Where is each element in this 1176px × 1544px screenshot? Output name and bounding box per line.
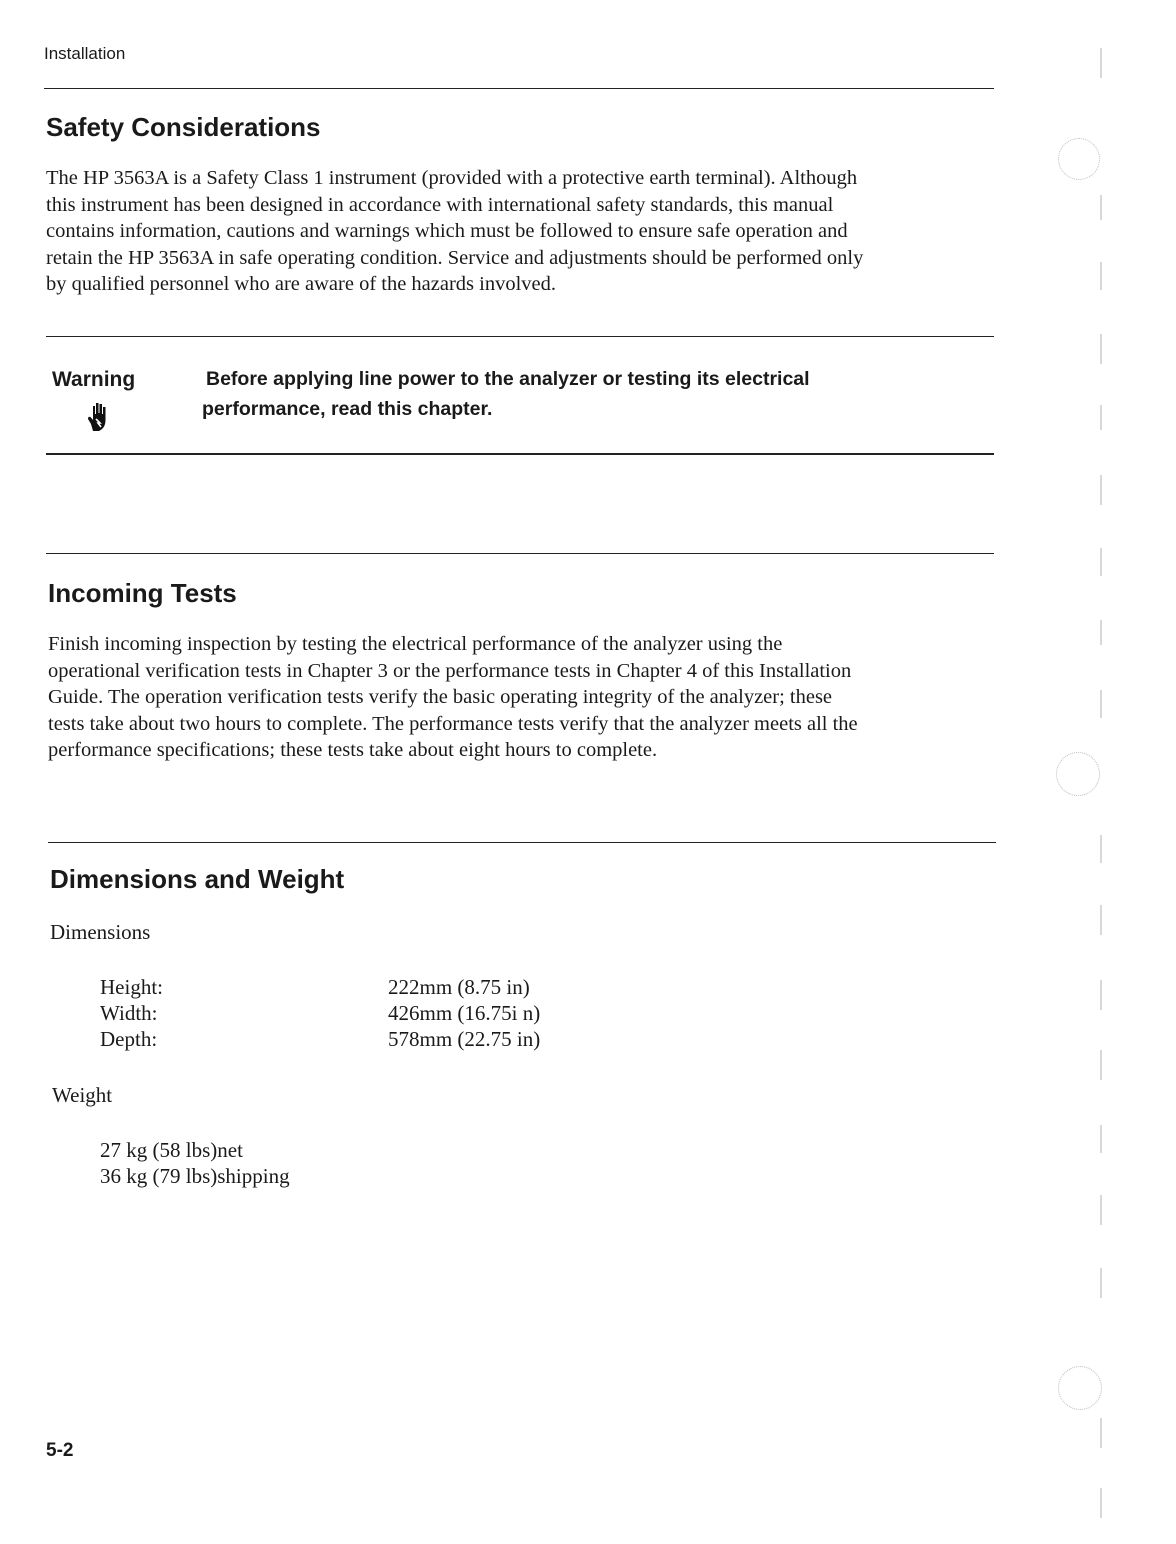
spec-label: Width: [100, 1001, 158, 1025]
edge-mark [1100, 835, 1102, 863]
edge-mark [1100, 1488, 1102, 1518]
edge-mark [1100, 1195, 1102, 1225]
header-rule [44, 88, 994, 89]
edge-mark [1100, 195, 1102, 220]
binder-hole [1058, 1366, 1102, 1410]
page-number: 5-2 [46, 1440, 74, 1461]
edge-mark [1100, 1050, 1102, 1080]
incoming-heading: Incoming Tests [48, 578, 237, 608]
paragraph-line: Finish incoming inspection by testing the electrical performance of the analyzer using the [48, 633, 783, 655]
warning-top-rule [46, 336, 994, 337]
warning-line: Before applying line power to the analyzer or testing its electrical [206, 368, 810, 390]
spec-value: 578mm (22.75 in) [388, 1027, 541, 1051]
weight-label: Weight [52, 1083, 113, 1107]
paragraph-line: Guide. The operation verification tests verify the basic operating integrity of the analyzer; these [48, 686, 833, 708]
spec-value-depth [388, 1027, 540, 1052]
edge-mark [1100, 262, 1102, 290]
paragraph-line: this instrument has been designed in accordance with international safety standards, this manual [46, 193, 834, 216]
edge-mark [1100, 1268, 1102, 1298]
warning-label: Warning [52, 368, 136, 391]
paragraph-line: tests take about two hours to complete. The performance tests verify that the analyzer meets all the [48, 712, 858, 735]
spec-label: Height: [100, 975, 163, 999]
edge-mark [1100, 620, 1102, 645]
edge-mark [1100, 48, 1102, 78]
edge-mark [1100, 690, 1102, 718]
weight-line: 36 kg (79 lbs)shipping [100, 1164, 290, 1188]
dimensions-heading: Dimensions and Weight [50, 864, 345, 894]
paragraph-line: retain the HP 3563A in safe operating condition. Service and adjustments should be performed only [46, 246, 864, 269]
spec-value-height [388, 975, 530, 1000]
spec-value: 222mm (8.75 in) [388, 975, 530, 999]
spec-row-width [100, 1001, 157, 1026]
incoming-paragraph [48, 631, 1008, 764]
paragraph-line: operational verification tests in Chapter 3 or the performance tests in Chapter 4 of this Installation [48, 659, 852, 682]
weight-list [100, 1137, 290, 1189]
incoming-rule [46, 553, 994, 554]
edge-mark [1100, 980, 1102, 1010]
spec-value-width [388, 1001, 540, 1026]
binder-hole [1056, 752, 1100, 796]
dimensions-label: Dimensions [50, 920, 151, 944]
paragraph-line: The HP 3563A is a Safety Class 1 instrument (provided with a protective earth terminal). Although [46, 167, 858, 189]
warning-line: performance, read this chapter. [202, 398, 493, 420]
edge-mark [1100, 334, 1102, 364]
edge-mark [1100, 405, 1102, 430]
weight-line: 27 kg (58 lbs)net [100, 1138, 243, 1162]
safety-paragraph [46, 165, 1006, 298]
dimensions-rule [48, 842, 996, 843]
edge-mark [1100, 905, 1102, 935]
edge-mark [1100, 1418, 1102, 1448]
section-label: Installation [44, 44, 126, 63]
hand-warning-icon [85, 400, 115, 434]
edge-mark [1100, 548, 1102, 576]
edge-mark [1100, 475, 1102, 505]
safety-heading: Safety Considerations [46, 112, 321, 142]
paragraph-line: contains information, cautions and warnings which must be followed to ensure safe operation and [46, 220, 848, 242]
warning-bottom-rule [46, 453, 994, 455]
paragraph-line: by qualified personnel who are aware of the hazards involved. [46, 273, 557, 295]
binder-hole [1058, 138, 1100, 180]
paragraph-line: performance specifications; these tests take about eight hours to complete. [48, 739, 658, 761]
warning-text [202, 364, 962, 424]
spec-row-height [100, 975, 163, 1000]
spec-value: 426mm (16.75i n) [388, 1001, 541, 1025]
edge-mark [1100, 1125, 1102, 1153]
spec-label: Depth: [100, 1027, 158, 1051]
spec-row-depth [100, 1027, 157, 1052]
